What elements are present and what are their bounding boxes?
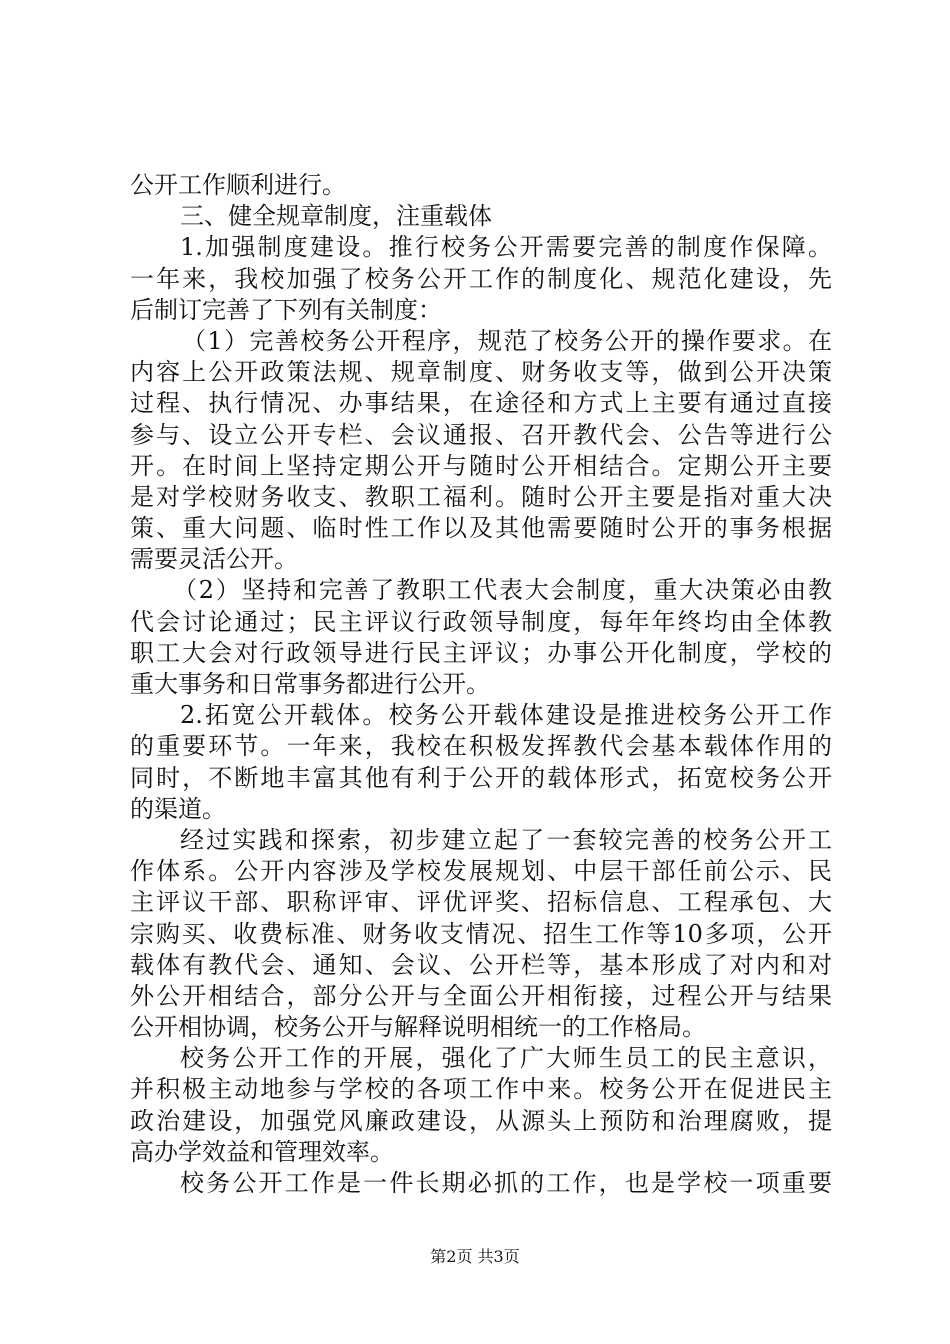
text-line: 作体系。公开内容涉及学校发展规划、中层干部任前公示、民 [130,857,832,886]
text-line: 策、重大问题、临时性工作以及其他需要随时公开的事务根据 [130,514,832,543]
text-line: 宗购买、收费标准、财务收支情况、招生工作等10多项，公开 [130,919,832,948]
section-heading: 三、健全规章制度，注重载体 [180,202,492,231]
text-line: 2.拓宽公开载体。校务公开载体建设是推进校务公开工作 [180,701,832,730]
text-line: （1）完善校务公开程序，规范了校务公开的操作要求。在 [182,326,832,355]
text-line: 的渠道。 [130,794,226,823]
text-line: （2）坚持和完善了教职工代表大会制度，重大决策必由教 [173,576,832,605]
text-line: 并积极主动地参与学校的各项工作中来。校务公开在促进民主 [130,1075,832,1104]
text-line: 开。在时间上坚持定期公开与随时公开相结合。定期公开主要 [130,451,832,480]
text-line: 主评议干部、职称评审、评优评奖、招标信息、工程承包、大 [130,888,832,917]
text-line: 1.加强制度建设。推行校务公开需要完善的制度作保障。 [180,233,832,262]
text-line: 过程、执行情况、办事结果，在途径和方式上主要有通过直接 [130,389,832,418]
text-line: 经过实践和探索，初步建立起了一套较完善的校务公开工 [180,825,832,854]
text-line: 是对学校财务收支、教职工福利。随时公开主要是指对重大决 [130,482,832,511]
text-line: 校务公开工作是一件长期必抓的工作，也是学校一项重要 [180,1169,832,1197]
text-line: 后制订完善了下列有关制度： [130,295,442,324]
text-line: 重大事务和日常事务都进行公开。 [130,670,490,698]
text-line: 需要灵活公开。 [130,545,298,574]
text-line: 公开相协调，校务公开与解释说明相统一的工作格局。 [130,1013,706,1042]
text-line: 内容上公开政策法规、规章制度、财务收支等，做到公开决策 [130,358,832,387]
text-line: 代会讨论通过；民主评议行政领导制度，每年年终均由全体教 [130,607,832,636]
text-line: 外公开相结合，部分公开与全面公开相衔接，过程公开与结果 [130,981,832,1010]
text-line: 同时，不断地丰富其他有利于公开的载体形式，拓宽校务公开 [130,763,832,792]
page-number-footer: 第2页 共3页 [430,1247,520,1266]
text-line: 参与、设立公开专栏、会议通报、召开教代会、公告等进行公 [130,420,832,449]
text-line: 公开工作顺利进行。 [130,171,346,199]
text-line: 载体有教代会、通知、会议、公开栏等，基本形成了对内和对 [130,950,832,979]
text-line: 政治建设，加强党风廉政建设，从源头上预防和治理腐败，提 [130,1106,832,1135]
text-line: 一年来，我校加强了校务公开工作的制度化、规范化建设，先 [130,264,832,293]
document-body [130,170,832,1199]
text-line: 高办学效益和管理效率。 [130,1137,394,1166]
text-line: 的重要环节。一年来，我校在积极发挥教代会基本载体作用的 [130,732,832,761]
text-line: 校务公开工作的开展，强化了广大师生员工的民主意识， [180,1044,832,1073]
text-line: 职工大会对行政领导进行民主评议；办事公开化制度，学校的 [130,638,832,667]
